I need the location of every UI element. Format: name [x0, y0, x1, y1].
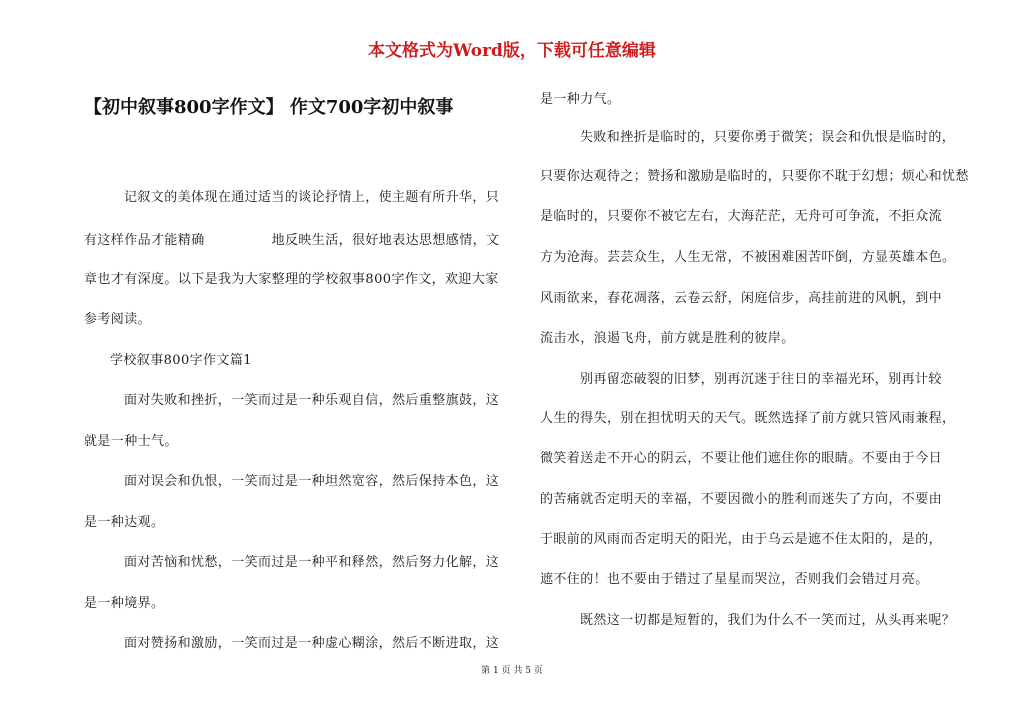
paragraph-line: 遮不住的！也不要由于错过了星星而哭泣，否则我们会错过月亮。 — [540, 572, 929, 587]
document-banner: 本文格式为Word版，下载可任意编辑 — [368, 41, 656, 61]
paragraph-line: 就是一种士气。 — [84, 434, 178, 449]
paragraph-line: 是一种境界。 — [84, 596, 165, 611]
paragraph-line: 流击水，浪遏飞舟，前方就是胜利的彼岸。 — [540, 331, 795, 346]
paragraph-line: 是一种达观。 — [84, 515, 165, 530]
paragraph-line: 面对赞扬和激励，一笑而过是一种虚心糊涂，然后不断进取，这 — [124, 636, 500, 651]
paragraph-line: 微笑着送走不开心的阴云，不要让他们遮住你的眼睛。不要由于今日 — [540, 451, 943, 466]
paragraph-line: 风雨欲来，春花凋落，云卷云舒，闲庭信步，高挂前进的风帆，到中 — [540, 291, 943, 306]
paragraph-line: 参考阅读。 — [84, 312, 152, 327]
paragraph-line: 面对误会和仇恨，一笑而过是一种坦然宽容，然后保持本色，这 — [124, 474, 500, 489]
paragraph-line: 别再留恋破裂的旧梦，别再沉迷于往日的幸福光环，别再计较 — [580, 372, 942, 387]
article-title: 【初中叙事800字作文】 作文700字初中叙事 — [84, 97, 454, 118]
paragraph-line: 只要你达观待之；赞扬和激励是临时的，只要你不耽于幻想；烦心和忧愁 — [540, 169, 969, 184]
paragraph-line: 既然这一切都是短暂的，我们为什么不一笑而过，从头再来呢？ — [580, 613, 956, 628]
paragraph-line: 有这样作品才能精确 地反映生活，很好地表达思想感情，文 — [84, 233, 500, 248]
paragraph-line: 是临时的，只要你不被它左右，大海茫茫，无舟可可争流，不拒众流 — [540, 209, 943, 224]
paragraph-line: 的苦痛就否定明天的幸福，不要因微小的胜利而迷失了方向，不要由 — [540, 492, 943, 507]
section-heading: 学校叙事800字作文篇1 — [110, 353, 252, 368]
paragraph-line: 面对苦恼和忧愁，一笑而过是一种平和释然，然后努力化解，这 — [124, 555, 500, 570]
page-number: 第 1 页 共 5 页 — [481, 666, 543, 676]
paragraph-line: 记叙文的美体现在通过适当的谈论抒情上，使主题有所升华，只 — [124, 190, 500, 205]
paragraph-line: 于眼前的风雨而否定明天的阳光，由于乌云是遮不住太阳的，是的， — [540, 532, 943, 547]
paragraph-line: 方为沧海。芸芸众生，人生无常，不被困难困苦吓倒，方显英雄本色。 — [540, 250, 956, 265]
paragraph-line: 是一种力气。 — [540, 92, 621, 107]
paragraph-line: 面对失败和挫折，一笑而过是一种乐观自信，然后重整旗鼓，这 — [124, 393, 500, 408]
paragraph-line: 章也才有深度。以下是我为大家整理的学校叙事800字作文，欢迎大家 — [84, 272, 499, 287]
paragraph-line: 人生的得失，别在担忧明天的天气。既然选择了前方就只管风雨兼程， — [540, 411, 956, 426]
paragraph-line: 失败和挫折是临时的，只要你勇于微笑；误会和仇恨是临时的， — [580, 130, 956, 145]
